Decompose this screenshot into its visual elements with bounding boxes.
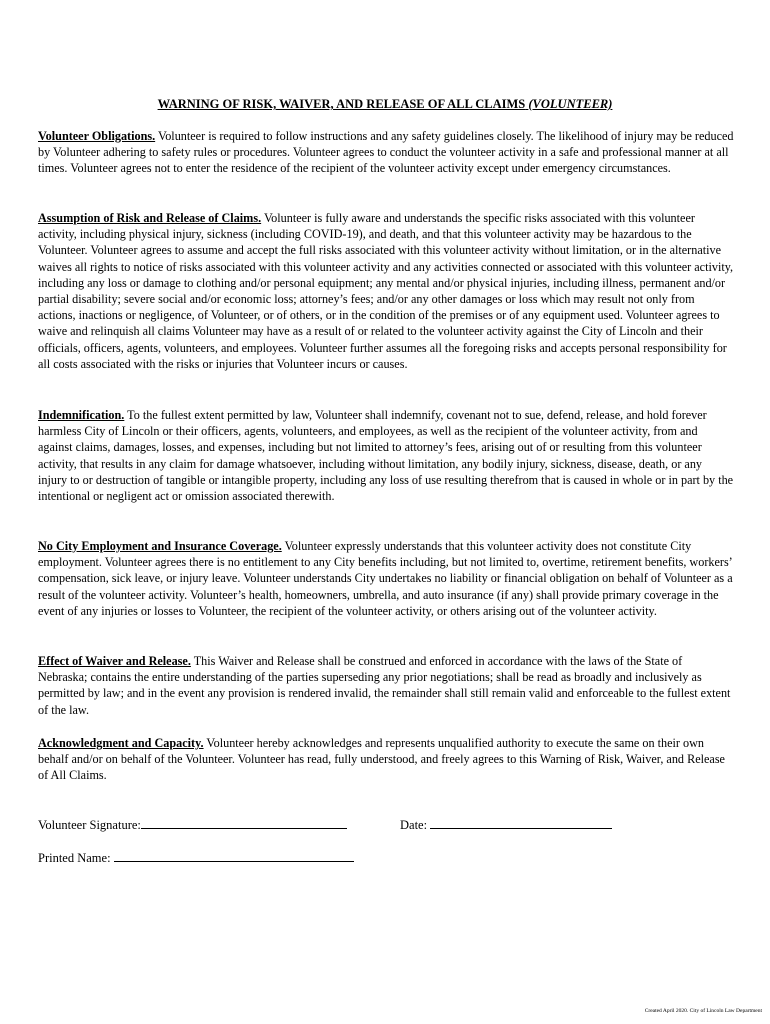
section-body: To the fullest extent permitted by law, Volunteer shall indemnify, covenant not to sue, defend, release, and hold forever harmless City of Lincoln or their officers, agents, volunteers, and employees, as well as the recipient of the volunteer activity, from and against claims, damages, losses, and expenses, including but not limited to attorney’s fees, arising out of or resulting from this volunteer activity, that results in any claim for damage whatsoever, including without limitation, any bodily injury, sickness, disease, death, or any injury to or destruction of tangible or intangible property, including any loss of use resulting therefrom that is caused in whole or in part by the intentional or negligent act or omission associated therewith. — [38, 408, 734, 504]
section-heading: Volunteer Obligations. — [38, 129, 156, 143]
section-heading: Acknowledgment and Capacity. — [38, 736, 204, 750]
section-body: Volunteer hereby acknowledges and represents unqualified authority to execute the same on their own behalf and/or on behalf of the Volunteer. Volunteer has read, fully understood, and freely agrees to this Warning of Risk, Waiver, and Release of All Claims. — [38, 736, 725, 783]
date-row — [400, 816, 612, 833]
section-effect-of-waiver — [38, 653, 734, 718]
section-volunteer-obligations — [38, 128, 734, 177]
footer-note: Created April 2020. City of Lincoln Law Department — [644, 1008, 762, 1014]
title-italic: (VOLUNTEER) — [528, 97, 613, 111]
section-body: Volunteer is fully aware and understands the specific risks associated with this volunteer activity, including physical injury, sickness (including COVID-19), and death, and that this volunteer activity may be hazardous to the Volunteer. Volunteer agrees to assume and accept the full risks associated with this volunteer activity without limitation, or in the alternative waives all rights to notice of risks associated with this volunteer activity and any activities connected or associated with this volunteer activity, including any loss or damage to clothing and/or personal equipment; any mental and/or physical injuries, including illness, permanent and/or partial disability; severe social and/or economic loss; attorney’s fees; and/or any other damages or loss which may result not only from actions, inactions or negligence, of Volunteer, or of others, or in the condition of the premises or of any equipment used. Volunteer agrees to waive and relinquish all claims Volunteer may have as a result of or related to the volunteer activity against the City of Lincoln and their officials, officers, agents, volunteers, and employees. Volunteer further assumes all the foregoing risks and accepts personal responsibility for all costs associated with the risks or injuries that Volunteer incurs or causes. — [38, 211, 734, 371]
section-heading: Effect of Waiver and Release. — [38, 654, 191, 668]
volunteer-signature-field[interactable] — [141, 816, 347, 829]
printed-name-label: Printed Name: — [38, 851, 111, 865]
volunteer-signature-row — [38, 816, 347, 833]
printed-name-row — [38, 849, 354, 866]
section-indemnification — [38, 407, 734, 504]
title-main: WARNING OF RISK, WAIVER, AND RELEASE OF ALL CLAIMS — [157, 97, 526, 111]
section-body: Volunteer expressly understands that this volunteer activity does not constitute City employment. Volunteer agrees there is no entitlement to any City benefits including, but not limited to, overtime, retirement benefits, workers’ compensation, sick leave, or injury leave. Volunteer understands City undertakes no liability or financial obligation on behalf of Volunteer as a result of the volunteer activity. Volunteer’s health, homeowners, umbrella, and auto insurance (if any) shall provide primary coverage in the event of any injuries or losses to Volunteer, the recipient of the volunteer activity, or others arising out of the volunteer activity. — [38, 539, 733, 618]
section-no-city-employment — [38, 538, 734, 619]
section-body: This Waiver and Release shall be construed and enforced in accordance with the laws of the State of Nebraska; contains the entire understanding of the parties superseding any prior negotiations; shall be read as broadly and inclusively as permitted by law; and in the event any provision is rendered invalid, the remainder shall still remain valid and enforceable to the fullest extent of the law. — [38, 654, 731, 717]
section-heading: Assumption of Risk and Release of Claims. — [38, 211, 262, 225]
date-field[interactable] — [430, 816, 612, 829]
section-heading: Indemnification. — [38, 408, 125, 422]
section-body: Volunteer is required to follow instructions and any safety guidelines closely. The likelihood of injury may be reduced by Volunteer adhering to safety rules or procedures. Volunteer agrees to conduct the volunteer activity in a safe and professional manner at all times. Volunteer agrees not to enter the residence of the recipient of the volunteer activity except under emergency circumstances. — [38, 129, 734, 176]
section-assumption-of-risk — [38, 210, 734, 372]
volunteer-signature-label: Volunteer Signature: — [38, 818, 141, 832]
document-title — [0, 97, 770, 112]
section-acknowledgment — [38, 735, 734, 784]
section-heading: No City Employment and Insurance Coverage. — [38, 539, 282, 553]
printed-name-field[interactable] — [114, 849, 354, 862]
date-label: Date: — [400, 818, 428, 832]
